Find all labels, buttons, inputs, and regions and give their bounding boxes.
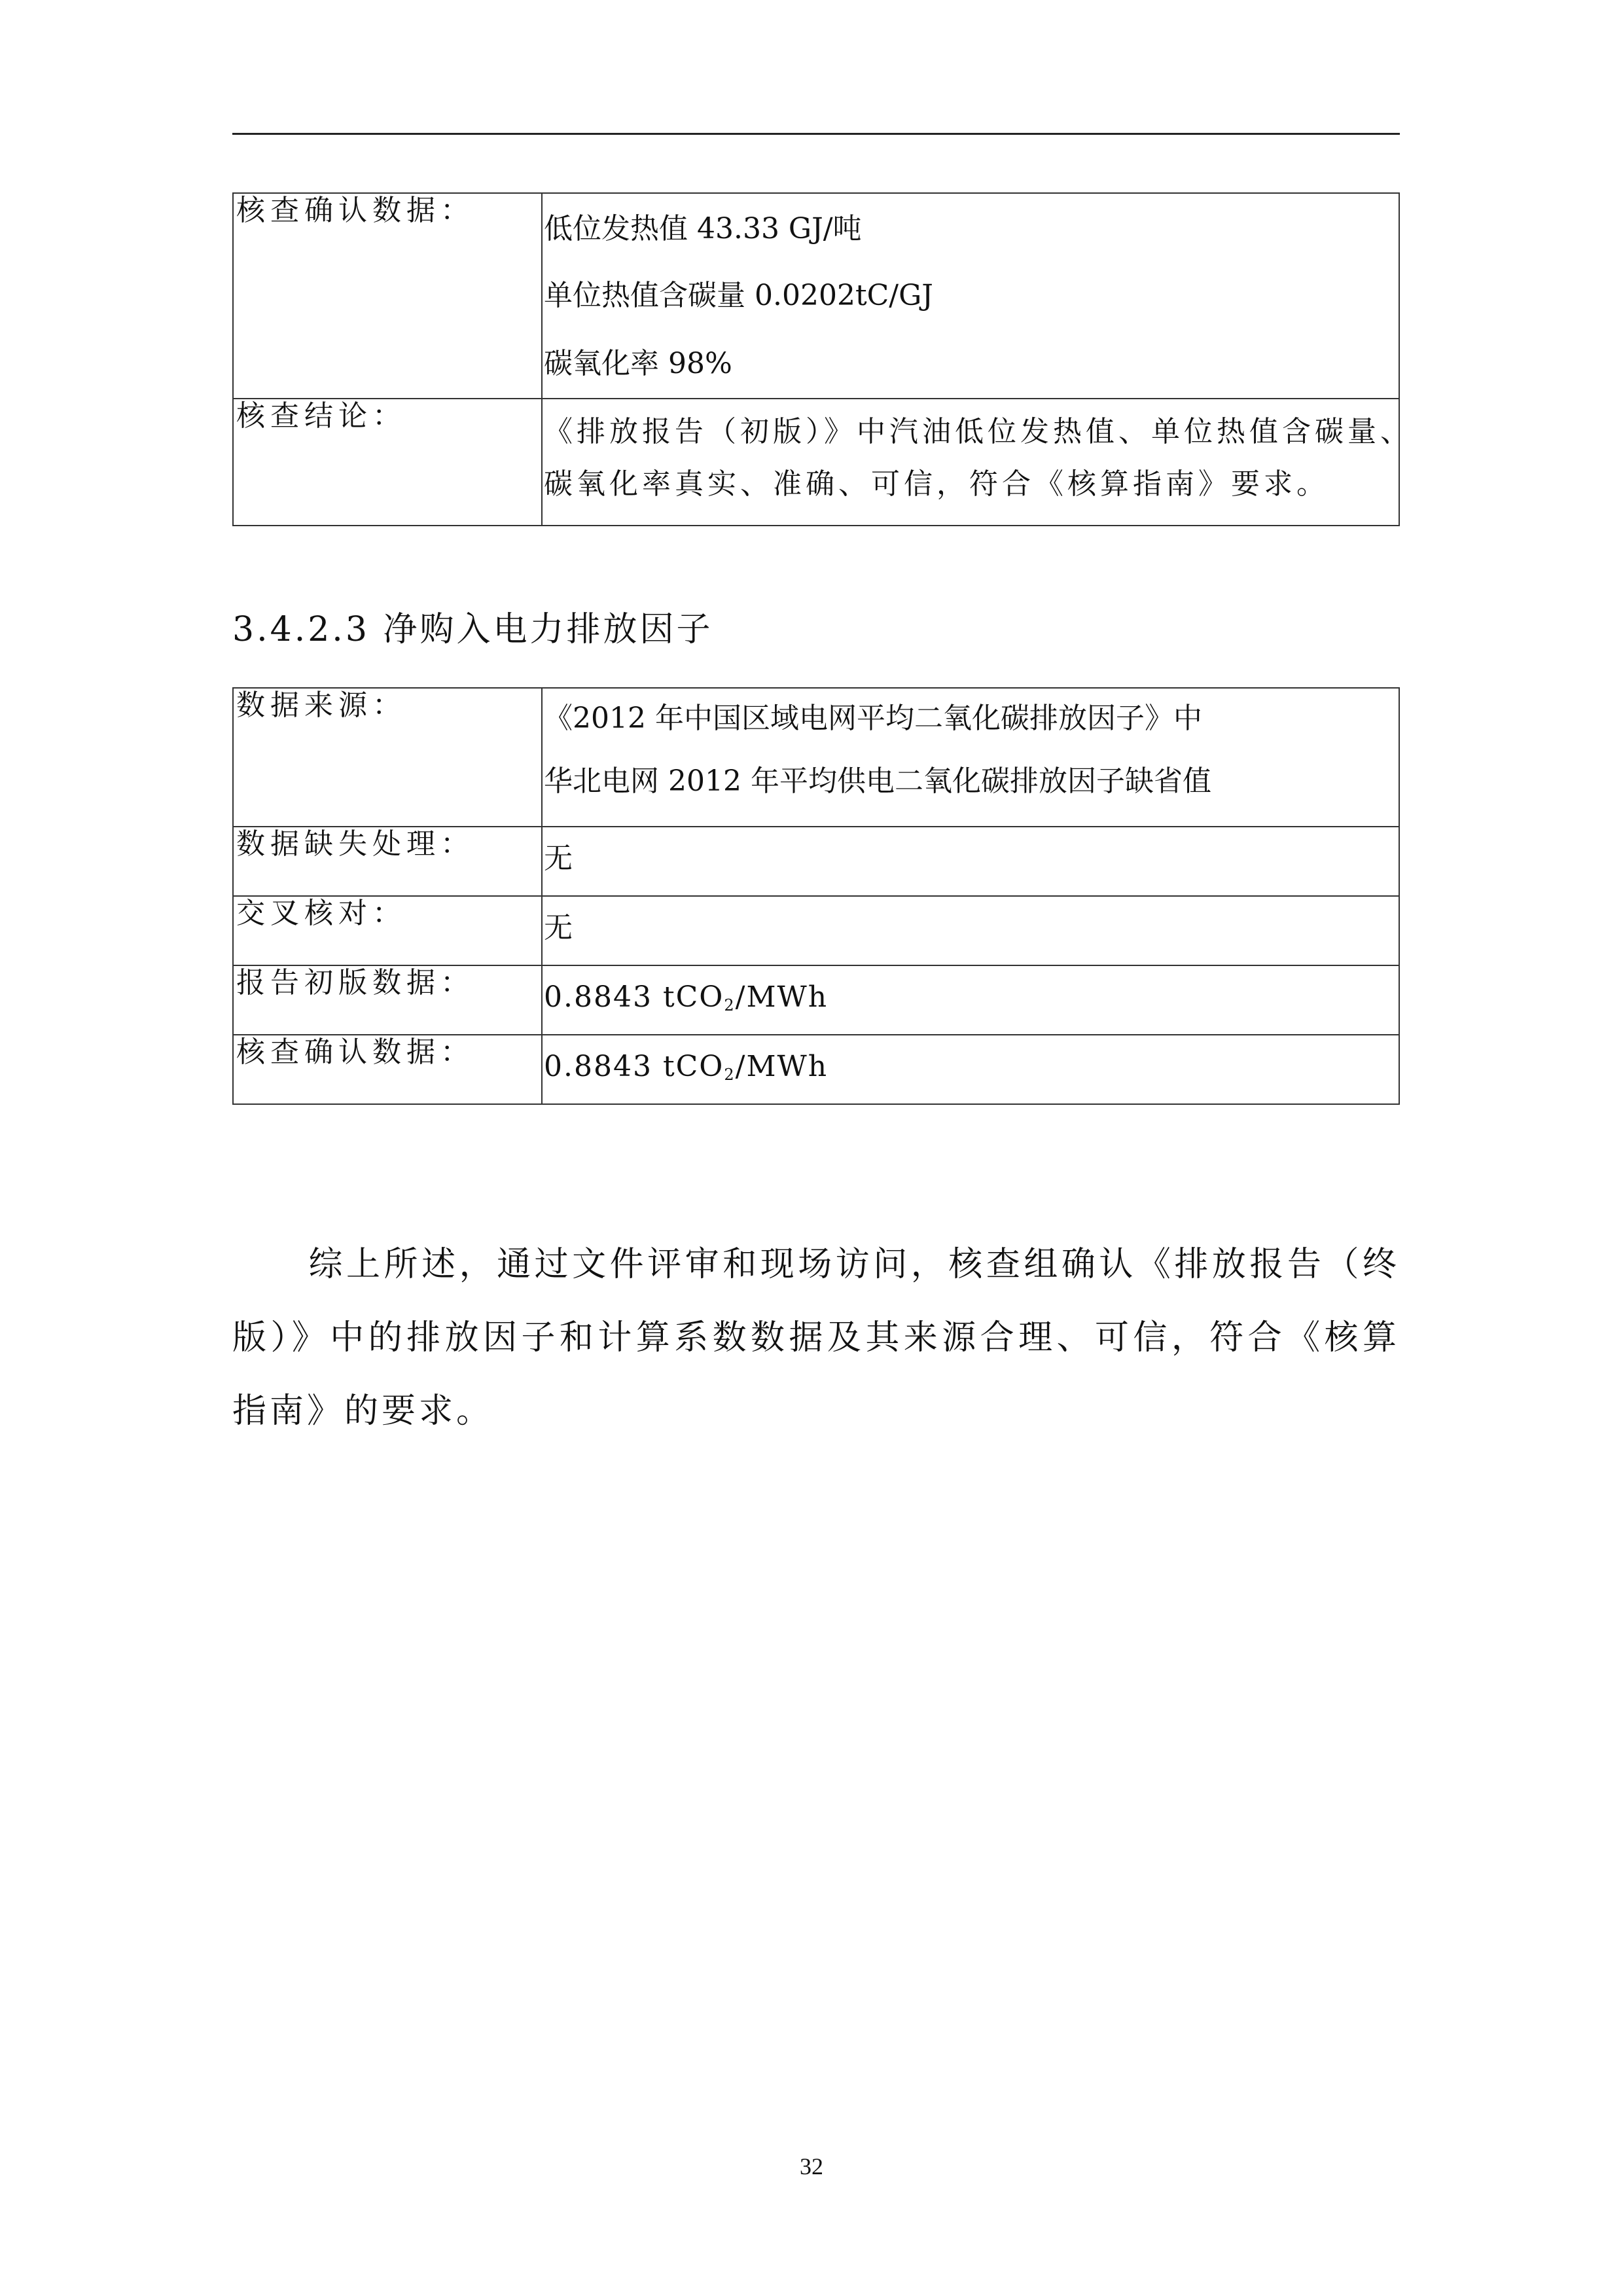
value-line: 华北电网 2012 年平均供电二氧化碳排放因子缺省值 [544,764,1211,798]
value-subscript: 2 [724,996,736,1014]
table-row [233,1035,1399,1104]
row-label: 交叉核对： [233,896,542,965]
value-unit: /MWh [735,980,829,1014]
value-subscript: 2 [724,1066,736,1084]
value-line: 《排放报告（初版）》中汽油低位发热值、单位热值含碳量、 [544,415,1413,448]
table-row [233,965,1399,1035]
row-value [542,1035,1399,1104]
electricity-emission-factor-table [232,687,1400,1105]
page-number: 32 [800,2153,823,2179]
value-number: 0.8843 tCO [544,980,724,1014]
row-label: 核查结论： [233,399,542,526]
table-row [233,827,1399,896]
value-line [544,966,1399,1014]
row-value [542,399,1413,526]
header-rule [232,133,1400,135]
value-number: 0.8843 tCO [544,1050,724,1083]
emission-factor-gasoline-table [232,192,1413,526]
table-row [233,688,1399,827]
value-line: 无 [544,842,573,875]
summary-paragraph [232,1228,1400,1448]
row-value [542,688,1399,827]
row-label: 数据来源： [233,688,542,827]
value-line: 《2012 年中国区域电网平均二氧化碳排放因子》中 [544,702,1202,735]
section-heading: 3.4.2.3 净购入电力排放因子 [232,610,713,649]
row-label: 核查确认数据： [233,193,542,399]
value-line: 低位发热值 43.33 GJ/吨 [544,212,862,245]
value-unit: /MWh [735,1050,829,1083]
value-line: 碳氧化率真实、准确、可信，符合《核算指南》要求。 [544,467,1329,501]
table-row [233,896,1399,965]
row-label: 核查确认数据： [233,1035,542,1104]
value-line: 无 [544,911,573,944]
table-row [233,193,1399,399]
summary-text: 综上所述，通过文件评审和现场访问，核查组确认《排放报告（终版）》中的排放因子和计算系数数据及其来源合理、可信，符合《核算指南》的要求。 [232,1245,1400,1431]
table-row [233,399,1399,526]
value-line: 单位热值含碳量 0.0202tC/GJ [544,279,933,312]
row-value [542,193,1399,399]
value-line [544,1035,1399,1084]
row-value [542,965,1399,1035]
row-value [542,896,1399,965]
row-label: 数据缺失处理： [233,827,542,896]
row-label: 报告初版数据： [233,965,542,1035]
row-value [542,827,1399,896]
value-line: 碳氧化率 98% [544,347,732,380]
